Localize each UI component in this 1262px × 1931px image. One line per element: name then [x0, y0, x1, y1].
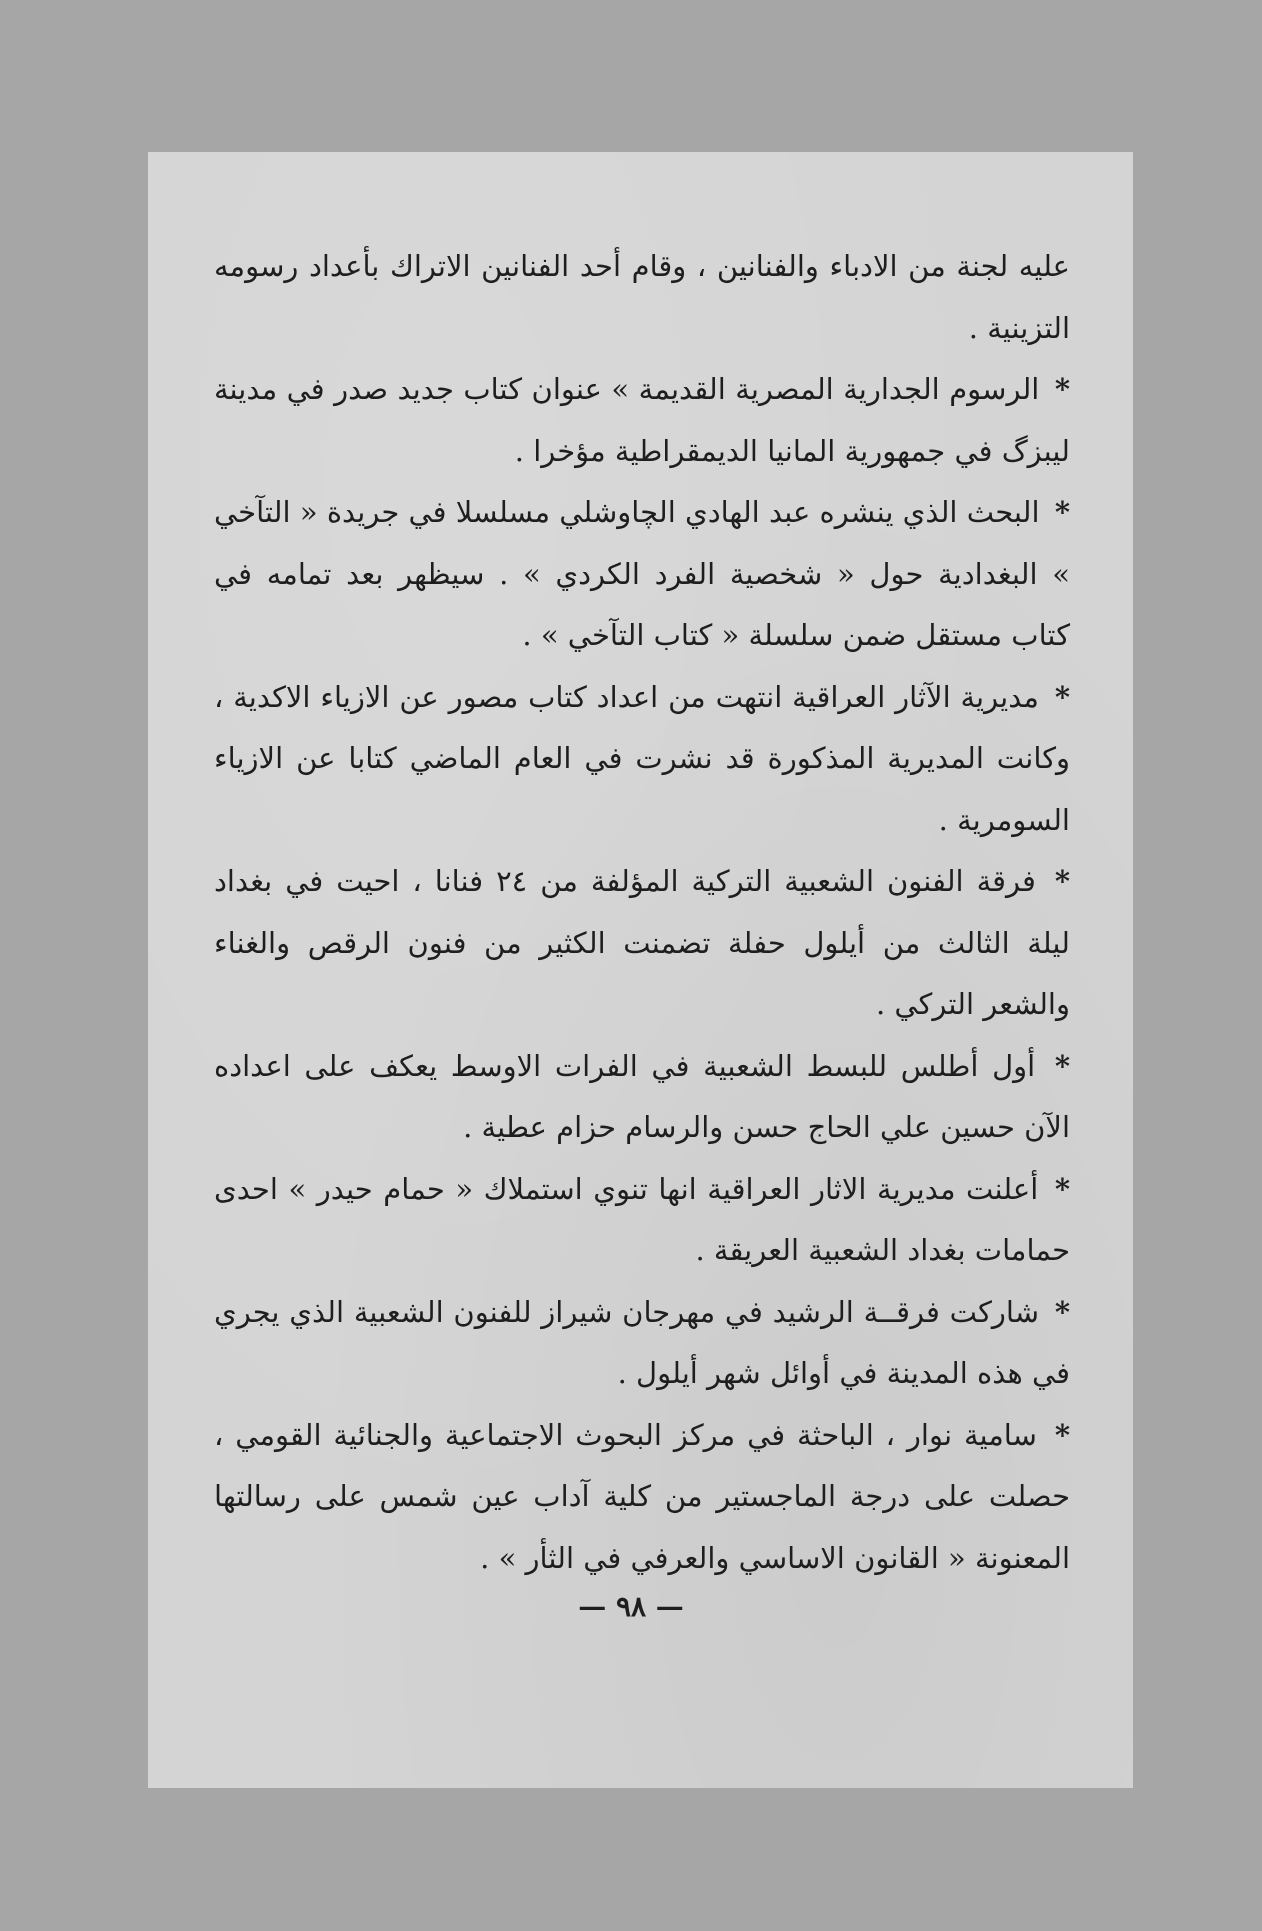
paragraph-text: سامية نوار ، الباحثة في مركز البحوث الاجتماعية والجنائية القومي ، حصلت على درجة الماجستير من كلية آداب عين شمس على رسالتها المعنونة « القانون الاساسي والعرفي في الثأر » .: [214, 1417, 1070, 1575]
paragraph-5: [214, 851, 1070, 1036]
asterisk-bullet-icon: *: [1054, 372, 1070, 406]
paragraph-4: [214, 667, 1070, 852]
paragraph-7: [214, 1159, 1070, 1282]
asterisk-bullet-icon: *: [1054, 1294, 1071, 1329]
paragraph-text: البحث الذي ينشره عبد الهادي الچاوشلي مسلسلا في جريدة « التآخي » البغدادية حول « شخصية الفرد الكردي » . سيظهر بعد تمامه في كتاب مستقل ضمن سلسلة « كتاب التآخي » .: [214, 495, 1070, 652]
paragraph-text: أول أطلس للبسط الشعبية في الفرات الاوسط يعكف على اعداده الآن حسين علي الحاج حسن والرسام حزام عطية .: [214, 1048, 1070, 1144]
paragraph-9: [214, 1405, 1070, 1590]
asterisk-bullet-icon: *: [1054, 1417, 1071, 1452]
paragraph-text: عليه لجنة من الادباء والفنانين ، وقام أحد الفنانين الاتراك بأعداد رسومه التزينية .: [214, 249, 1070, 345]
paragraph-text: مديرية الآثار العراقية انتهت من اعداد كتاب مصور عن الازياء الاكدية ، وكانت المديرية المذكورة قد نشرت في العام الماضي كتابا عن الازياء السومرية .: [214, 679, 1070, 837]
paragraph-3: [214, 482, 1070, 667]
asterisk-bullet-icon: *: [1054, 1048, 1071, 1083]
asterisk-bullet-icon: *: [1054, 679, 1070, 714]
paragraph-text: أعلنت مديرية الاثار العراقية انها تنوي استملاك « حمام حيدر » احدى حمامات بغداد الشعبية العريقة .: [214, 1171, 1070, 1267]
paragraph-text: شاركت فرقــة الرشيد في مهرجان شيراز للفنون الشعبية الذي يجري في هذه المدينة في أوائل شهر أيلول .: [214, 1294, 1070, 1390]
paragraph-8: [214, 1282, 1070, 1405]
asterisk-bullet-icon: *: [1054, 864, 1071, 898]
paragraph-6: [214, 1036, 1070, 1159]
asterisk-bullet-icon: *: [1054, 495, 1071, 529]
article-body: [214, 236, 1070, 1589]
paragraph-text: الرسوم الجدارية المصرية القديمة » عنوان كتاب جديد صدر في مدينة ليبزگ في جمهورية المانيا الديمقراطية مؤخرا .: [214, 372, 1070, 468]
paragraph-text: فرقة الفنون الشعبية التركية المؤلفة من ٢٤ فنانا ، احيت في بغداد ليلة الثالث من أيلول حفلة تضمنت الكثير من فنون الرقص والغناء والشعر التركي .: [214, 864, 1070, 1021]
page-number: — ٩٨ —: [578, 1590, 684, 1623]
paragraph-2: [214, 359, 1070, 482]
paragraph-1: [214, 236, 1070, 359]
asterisk-bullet-icon: *: [1054, 1171, 1070, 1206]
